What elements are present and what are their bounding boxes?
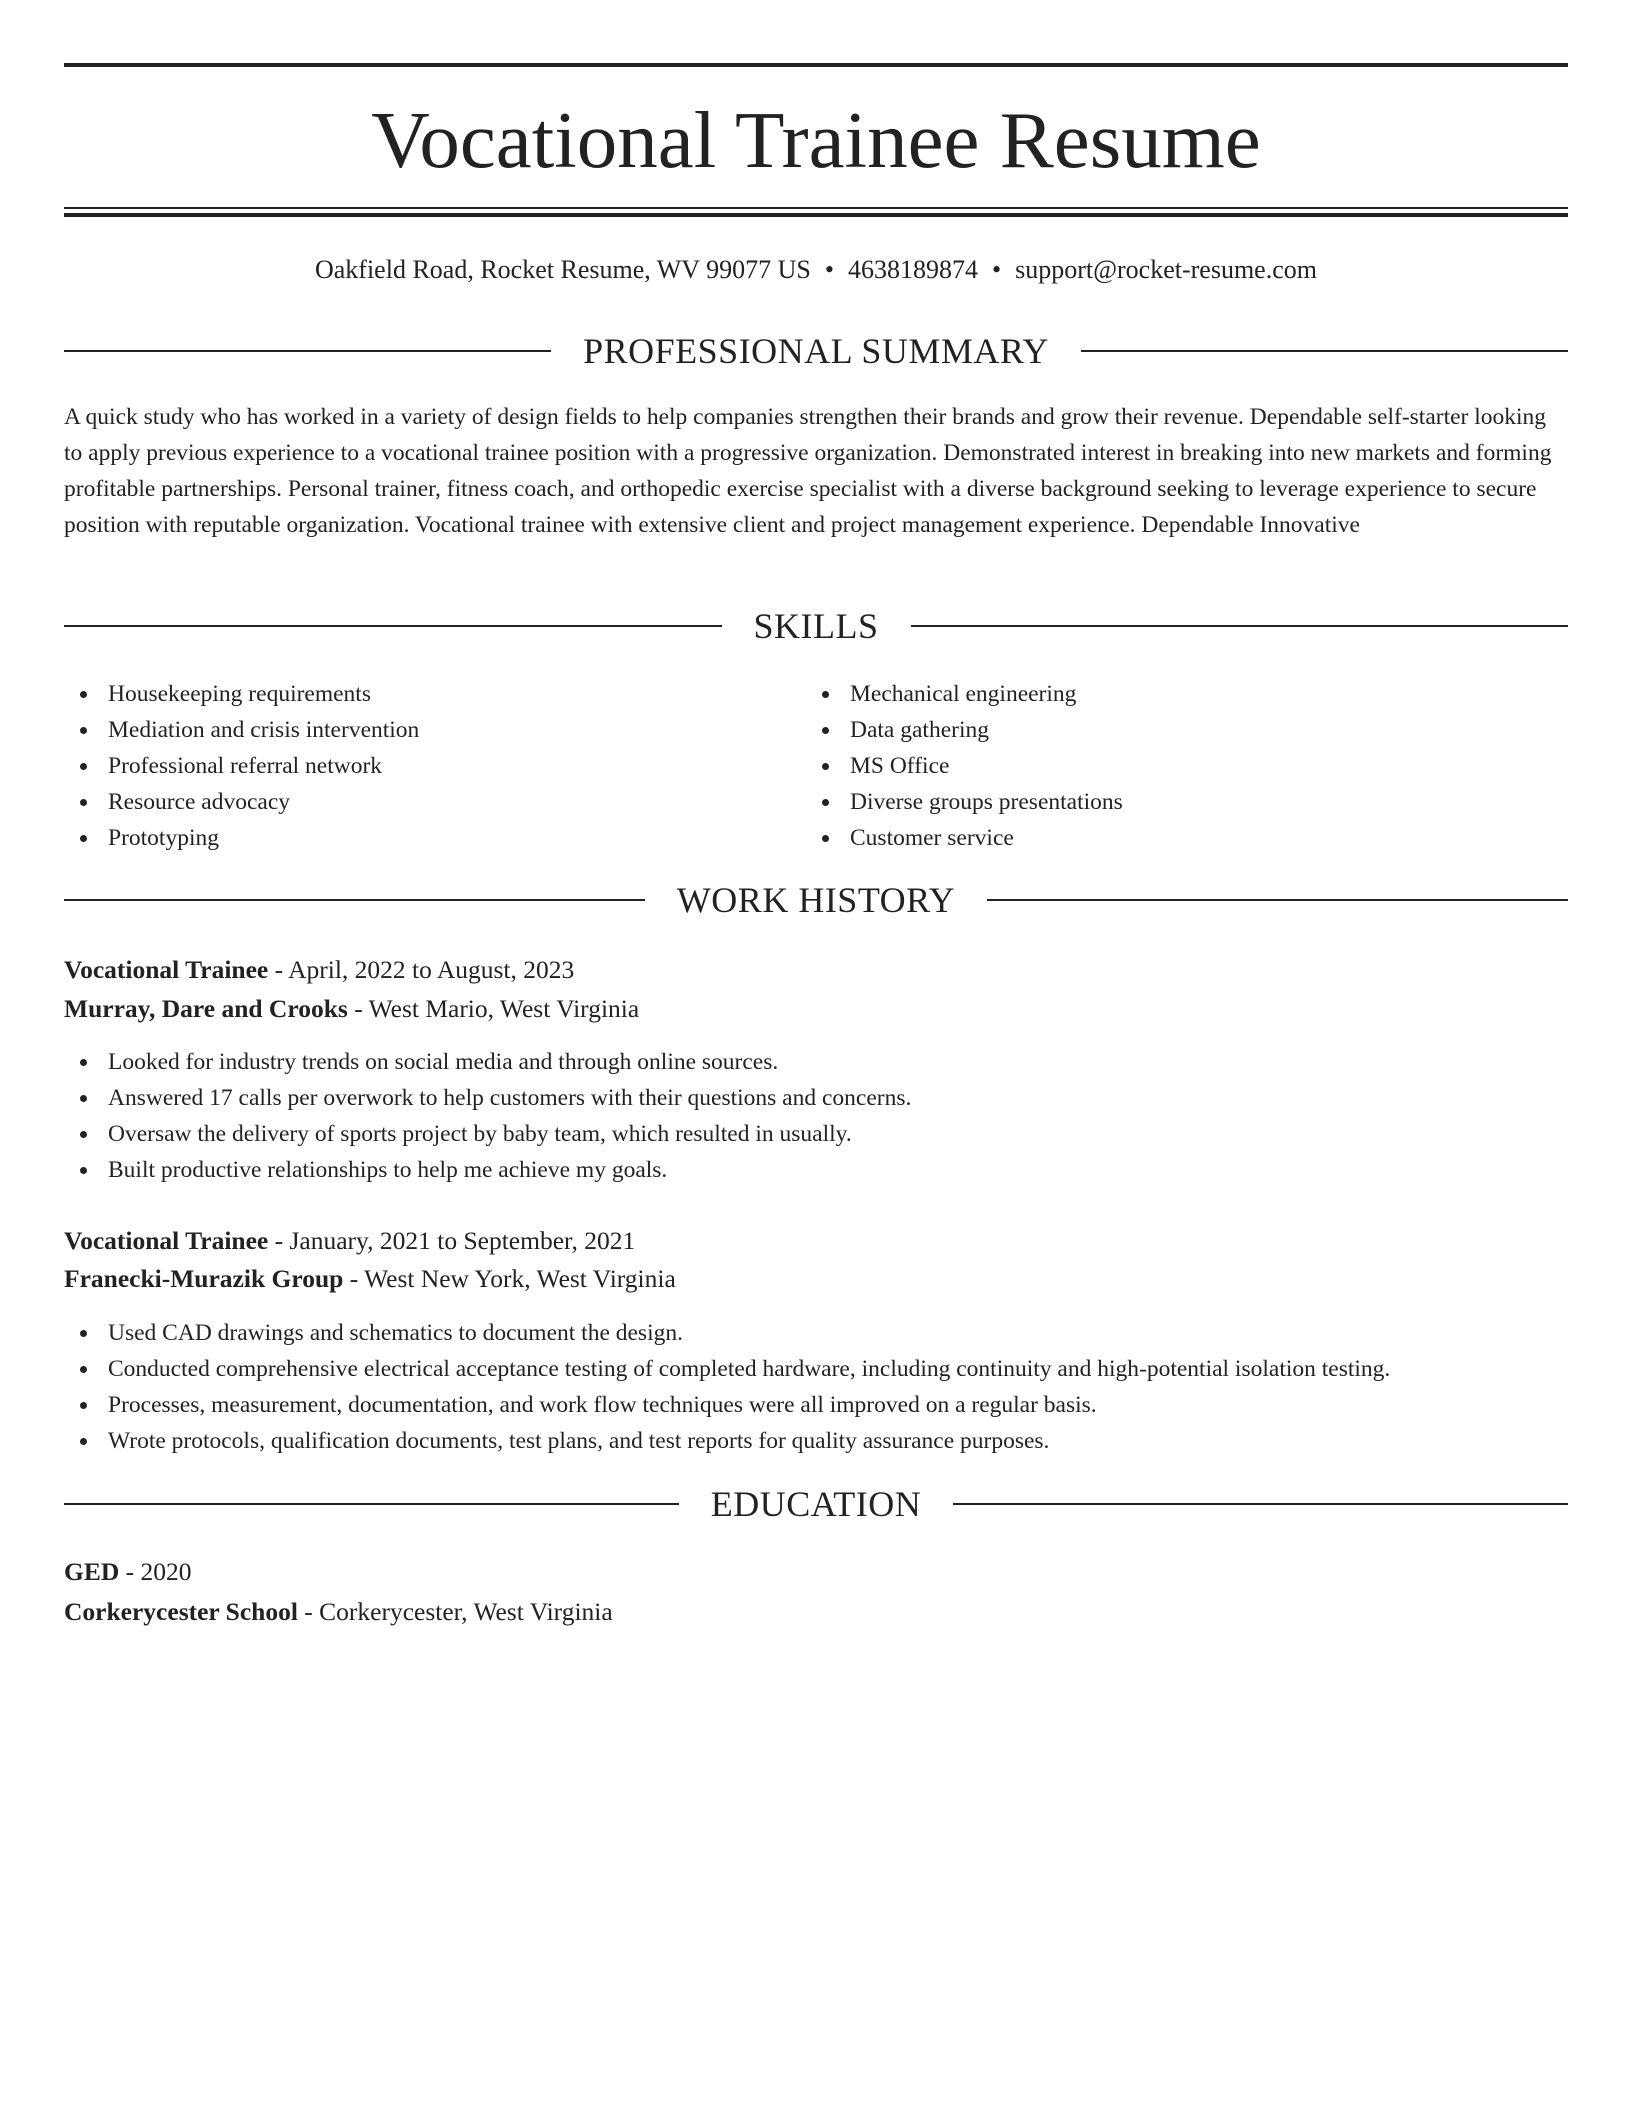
heading-rule-right	[1081, 350, 1568, 352]
job-company-line	[64, 1261, 1568, 1297]
heading-rule-right	[987, 899, 1568, 901]
skill-item: Customer service	[806, 820, 1486, 856]
summary-heading	[64, 329, 1568, 373]
education-school: Corkerycester School	[64, 1597, 298, 1626]
education-school-line	[64, 1594, 1568, 1630]
job-bullet: Answered 17 calls per overwork to help customers with their questions and concerns.	[64, 1080, 1568, 1116]
skill-item: Diverse groups presentations	[806, 784, 1486, 820]
skill-item: Data gathering	[806, 712, 1486, 748]
skill-item: Prototyping	[64, 820, 744, 856]
skills-list-left	[64, 676, 744, 856]
contact-separator: •	[824, 255, 834, 284]
heading-rule-left	[64, 899, 645, 901]
skills-list-right	[806, 676, 1486, 856]
job-bullets	[64, 1315, 1568, 1459]
education-degree: GED	[64, 1557, 120, 1586]
education-degree-line	[64, 1554, 1568, 1590]
summary-text: A quick study who has worked in a variety of design fields to help companies strengthen their brands and grow their revenue. Dependable self-starter looking to apply previous experience to a vocational trainee position with a progressive organization. Demonstrated interest in breaking into new markets and forming profitable partnerships. Personal trainer, fitness coach, and orthopedic exercise specialist with a diverse background seeking to leverage experience to secure position with reputable organization. Vocational trainee with extensive client and project management experience. Dependable Innovative	[64, 404, 1552, 538]
contact-line	[64, 252, 1568, 288]
job-dates: - January, 2021 to September, 2021	[268, 1226, 636, 1255]
job-bullet: Wrote protocols, qualification documents, test plans, and test reports for quality assurance purposes.	[64, 1423, 1568, 1459]
contact-address: Oakfield Road, Rocket Resume, WV 99077 US	[314, 255, 811, 284]
job-company-line	[64, 991, 1568, 1027]
job-company: Franecki-Murazik Group	[64, 1264, 344, 1293]
job-bullet: Conducted comprehensive electrical acceptance testing of completed hardware, including continuity and high-potential isolation testing.	[64, 1351, 1568, 1387]
heading-rule-right	[953, 1503, 1568, 1505]
skill-item: Mechanical engineering	[806, 676, 1486, 712]
job-location: - West Mario, West Virginia	[347, 994, 640, 1023]
skill-item: Resource advocacy	[64, 784, 744, 820]
job-title-line	[64, 1223, 1568, 1259]
contact-phone: 4638189874	[847, 255, 978, 284]
education-year: - 2020	[119, 1557, 192, 1586]
job-bullet: Built productive relationships to help me achieve my goals.	[64, 1152, 1568, 1188]
top-rule	[64, 63, 1568, 67]
skills-heading	[64, 604, 1568, 648]
summary-heading-label: PROFESSIONAL SUMMARY	[583, 331, 1049, 371]
skill-item: Housekeeping requirements	[64, 676, 744, 712]
heading-rule-left	[64, 625, 722, 627]
heading-rule-right	[911, 625, 1569, 627]
work-heading-label: WORK HISTORY	[676, 880, 956, 920]
job-company: Murray, Dare and Crooks	[64, 994, 348, 1023]
education-location: - Corkerycester, West Virginia	[297, 1597, 613, 1626]
job-bullets	[64, 1044, 1568, 1188]
heading-rule-left	[64, 1503, 679, 1505]
contact-separator: •	[991, 255, 1002, 284]
job-bullet: Oversaw the delivery of sports project by baby team, which resulted in usually.	[64, 1116, 1568, 1152]
work-heading	[64, 878, 1568, 922]
job-title-line	[64, 952, 1568, 988]
skills-heading-label: SKILLS	[753, 606, 879, 646]
job-location: - West New York, West Virginia	[343, 1264, 676, 1293]
skill-item: MS Office	[806, 748, 1486, 784]
title-double-rule	[64, 207, 1568, 217]
job-bullet: Used CAD drawings and schematics to document the design.	[64, 1315, 1568, 1351]
job-bullet: Looked for industry trends on social media and through online sources.	[64, 1044, 1568, 1080]
job-title: Vocational Trainee	[64, 955, 269, 984]
skill-item: Professional referral network	[64, 748, 744, 784]
education-heading-label: EDUCATION	[710, 1484, 922, 1524]
education-heading	[64, 1482, 1568, 1526]
contact-email: support@rocket-resume.com	[1015, 255, 1317, 284]
job-dates: - April, 2022 to August, 2023	[268, 955, 575, 984]
job-title: Vocational Trainee	[64, 1226, 269, 1255]
resume-title: Vocational Trainee Resume	[371, 95, 1261, 185]
heading-rule-left	[64, 350, 551, 352]
job-bullet: Processes, measurement, documentation, and work flow techniques were all improved on a regular basis.	[64, 1387, 1568, 1423]
skill-item: Mediation and crisis intervention	[64, 712, 744, 748]
